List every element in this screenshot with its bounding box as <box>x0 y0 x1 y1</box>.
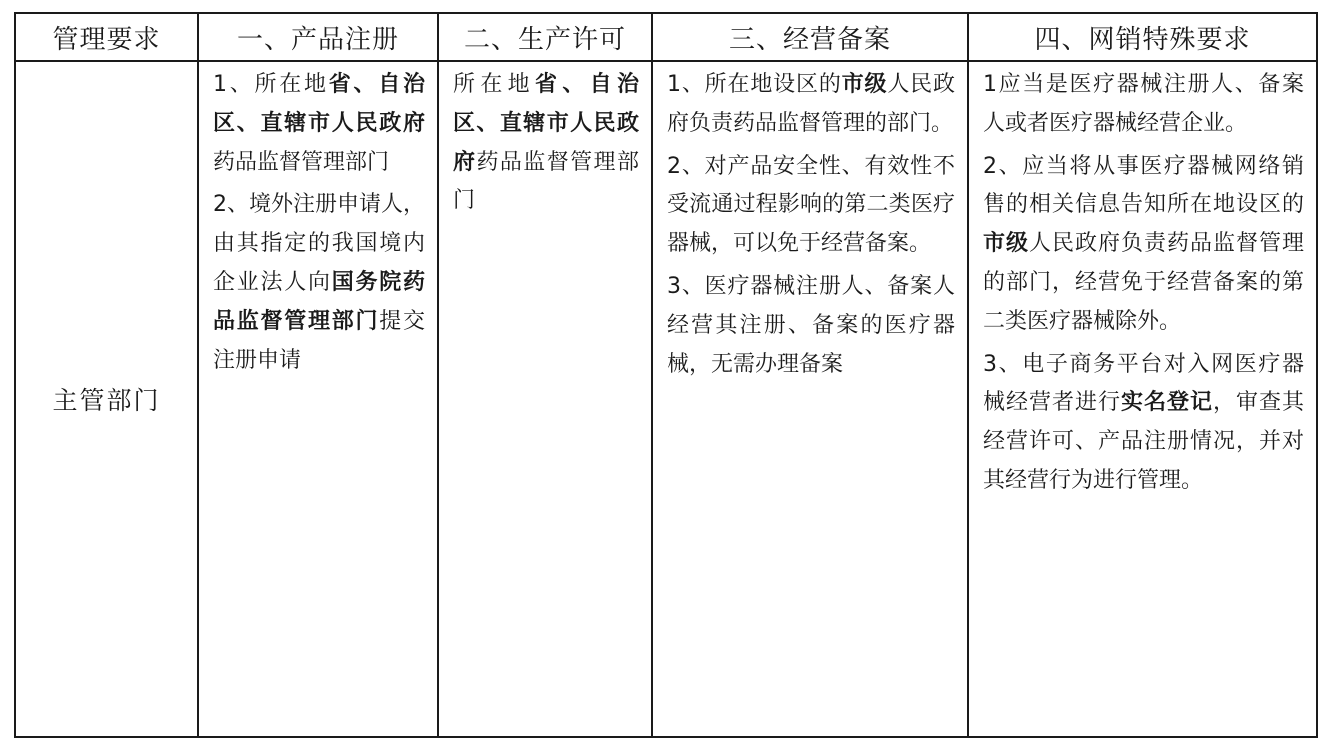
text: 2、应当将从事医疗器械网络销售的相关信息告知所在地设区的 <box>983 153 1304 218</box>
emphasis-text: 国务院药品监督管理部门 <box>213 269 425 334</box>
text: 1、所在地设区的 <box>667 72 842 97</box>
row-label-competent-department: 主管部门 <box>15 61 198 737</box>
emphasis-text: 省、自治区、直辖市人民政府 <box>213 72 425 136</box>
online-item-1 <box>969 62 1316 144</box>
online-sales-cell <box>968 61 1317 737</box>
header-online-sales-requirements: 四、网销特殊要求 <box>968 13 1317 61</box>
emphasis-text: 市级 <box>983 231 1029 257</box>
operation-item-3 <box>653 264 967 384</box>
emphasis-text: 实名登记 <box>1120 390 1213 416</box>
text: 3、电子商务平台对入网医疗器械经营者进行 <box>983 351 1304 416</box>
text: 3、医疗器械注册人、备案人经营其注册、备案的医疗器械，无需办理备案 <box>667 273 955 377</box>
requirements-table <box>14 12 1318 738</box>
registration-cell <box>198 61 438 737</box>
text: 提交注册申请 <box>213 308 425 373</box>
registration-item-2 <box>199 182 437 380</box>
text: ，审查其经营许可、产品注册情况，并对其经营行为进行管理。 <box>983 390 1304 493</box>
text: 1、所在地 <box>213 72 329 97</box>
text: 人民政府负责药品监督管理的部门。 <box>667 72 955 136</box>
header-operation-filing: 三、经营备案 <box>652 13 968 61</box>
online-item-3 <box>969 342 1316 501</box>
production-item-1 <box>439 62 651 221</box>
operation-cell <box>652 61 968 737</box>
online-item-2 <box>969 144 1316 342</box>
text: 药品监督管理部门 <box>213 149 390 175</box>
text: 2、境外注册申请人，由其指定的我国境内企业法人向 <box>213 192 425 295</box>
header-row <box>15 13 1317 61</box>
text: 所在地 <box>453 72 535 97</box>
text: 药品监督管理部门 <box>453 149 639 214</box>
operation-item-2 <box>653 144 967 264</box>
header-management-requirement: 管理要求 <box>15 13 198 61</box>
header-production-license: 二、生产许可 <box>438 13 652 61</box>
operation-item-1 <box>653 62 967 144</box>
text: 1应当是医疗器械注册人、备案人或者医疗器械经营企业。 <box>983 72 1304 136</box>
text: 人民政府负责药品监督管理的部门，经营免于经营备案的第二类医疗器械除外。 <box>983 231 1304 334</box>
production-cell <box>438 61 652 737</box>
text: 2、对产品安全性、有效性不受流通过程影响的第二类医疗器械，可以免于经营备案。 <box>667 153 955 257</box>
emphasis-text: 市级 <box>841 72 888 97</box>
emphasis-text: 省、自治区、直辖市人民政府 <box>453 72 639 175</box>
registration-item-1 <box>199 62 437 182</box>
table-row <box>15 61 1317 737</box>
header-product-registration: 一、产品注册 <box>198 13 438 61</box>
